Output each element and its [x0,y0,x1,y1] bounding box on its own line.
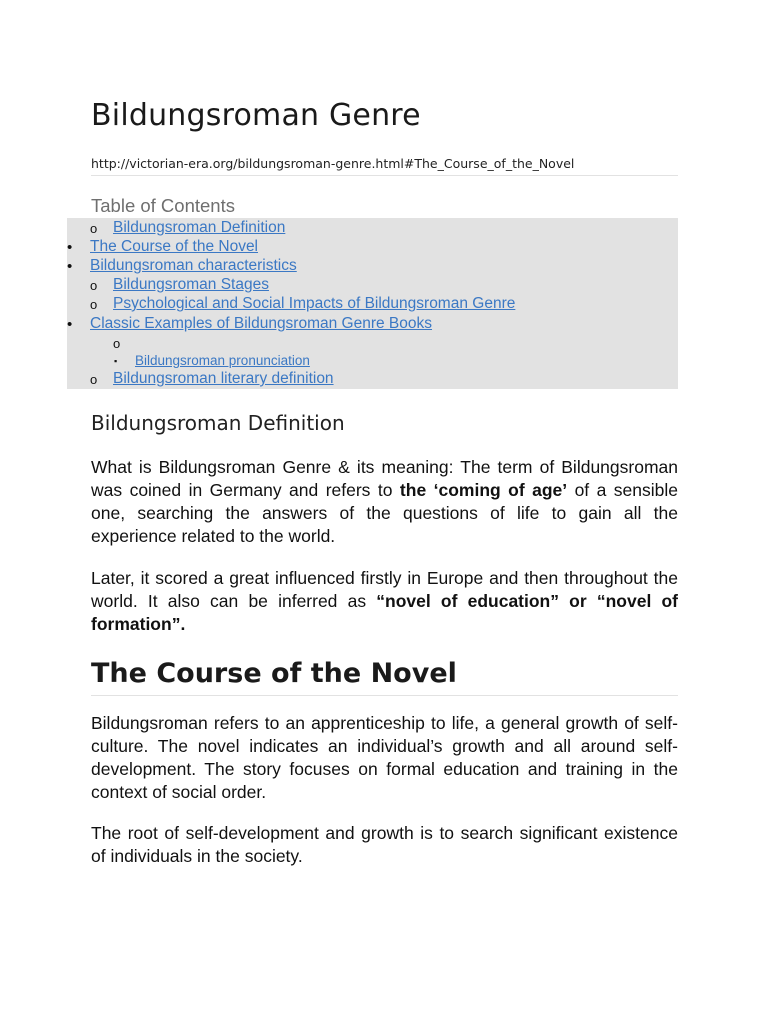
course-paragraph-1: Bildungsroman refers to an apprenticeship to life, a general growth of self-culture. The novel indicates an individual’s growth and all around self-development. The story focuses on formal education and training in the context of social order. [91,713,678,802]
toc-link-course-of-novel[interactable]: The Course of the Novel [90,238,259,255]
circle-bullet-icon: o [90,221,98,236]
circle-bullet-icon: o [90,297,98,312]
square-bullet-icon: ▪ [114,356,118,366]
toc-link-classic-examples[interactable]: Classic Examples of Bildungsroman Genre Books [90,315,433,332]
toc-link-literary-definition[interactable]: Bildungsroman literary definition [113,370,334,387]
disc-bullet-icon: • [67,258,73,275]
source-url: http://victorian-era.org/bildungsroman-genre.html#The_Course_of_the_Novel [91,156,678,176]
circle-bullet-icon: o [90,278,98,293]
toc-link-impacts[interactable]: Psychological and Social Impacts of Bildungsroman Genre [113,295,516,312]
course-paragraph-2: The root of self-development and growth is to search significant existence of individuals in the society. [91,823,678,866]
toc-link-characteristics[interactable]: Bildungsroman characteristics [90,257,297,274]
toc-link-stages[interactable]: Bildungsroman Stages [113,276,269,293]
disc-bullet-icon: • [67,316,73,333]
section-heading-course-of-novel: The Course of the Novel [91,658,678,696]
section-heading-definition: Bildungsroman Definition [91,411,345,435]
circle-bullet-icon: o [90,372,98,387]
definition-paragraph-2: Later, it scored a great influenced firstly in Europe and then throughout the world. It also can be inferred as “novel of education” or “novel of formation”. [91,568,679,634]
toc-heading: Table of Contents [91,195,235,216]
circle-bullet-icon: o [113,336,121,351]
disc-bullet-icon: • [67,239,73,256]
toc-link-definition[interactable]: Bildungsroman Definition [113,219,286,236]
toc-link-pronunciation[interactable]: Bildungsroman pronunciation [135,353,310,368]
document-title: Bildungsroman Genre [91,98,421,133]
definition-paragraph-1: What is Bildungsroman Genre & its meaning: The term of Bildungsroman was coined in Germany and refers to the ‘coming of age’ of a sensible one, searching the answers of the questions of life to gain all the experience related to the world. [91,457,678,546]
